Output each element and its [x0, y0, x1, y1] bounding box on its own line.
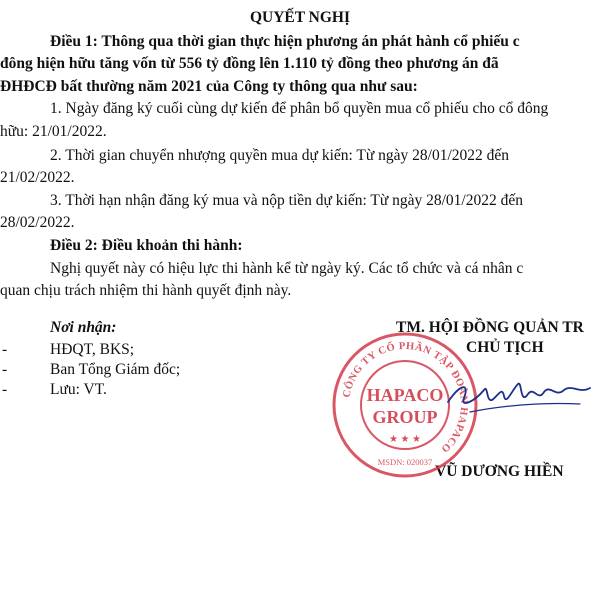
article2-heading: Điều 2: Điều khoản thi hành: — [50, 237, 243, 254]
signature-role: CHỦ TỊCH — [466, 339, 544, 356]
article1-item1-line2: hữu: 21/01/2022. — [0, 123, 107, 140]
recipient-item: Lưu: VT. — [50, 381, 107, 398]
seal-center-line1: HAPACO — [366, 385, 444, 405]
signer-name: VŨ DƯƠNG HIỀN — [435, 463, 564, 480]
article1-heading-line2: đông hiện hữu tăng vốn từ 556 tỷ đồng lên 1.110 tỷ đồng theo phương án đã — [0, 55, 499, 72]
article1-heading-line1: Điều 1: Thông qua thời gian thực hiện phương án phát hành cổ phiếu c — [50, 33, 520, 50]
article1-heading-line3: ĐHĐCĐ bất thường năm 2021 của Công ty thông qua như sau: — [0, 78, 418, 95]
article1-item1-line1: 1. Ngày đăng ký cuối cùng dự kiến để phân bổ quyền mua cổ phiếu cho cổ đông — [50, 100, 549, 117]
recipient-item: HĐQT, BKS; — [50, 341, 135, 358]
handwritten-signature — [440, 372, 600, 422]
document-title: QUYẾT NGHỊ — [249, 9, 351, 26]
article2-body-line1: Nghị quyết này có hiệu lực thi hành kể từ ngày ký. Các tổ chức và cá nhân c — [50, 260, 524, 277]
article1-item2-line2: 21/02/2022. — [0, 169, 75, 186]
recipients-label: Nơi nhận: — [50, 319, 117, 336]
article1-item3-line1: 3. Thời hạn nhận đăng ký mua và nộp tiền dự kiến: Từ ngày 28/01/2022 đến — [50, 192, 523, 209]
article1-item3-line2: 28/02/2022. — [0, 214, 75, 231]
signature-on-behalf: TM. HỘI ĐỒNG QUẢN TR — [396, 319, 584, 336]
recipient-bullet: - — [2, 361, 8, 378]
seal-msdn: MSDN: 020037 — [377, 457, 433, 467]
article2-body-line2: quan chịu trách nhiệm thi hành quyết định này. — [0, 282, 292, 299]
recipient-bullet: - — [2, 341, 8, 358]
seal-stars: ★ ★ ★ — [389, 434, 421, 445]
seal-ring-text: CÔNG TY CỔ PHẦN TẬP ĐOÀN HAPACO — [341, 340, 470, 455]
seal-center-line2: GROUP — [372, 407, 438, 427]
recipient-item: Ban Tổng Giám đốc; — [50, 361, 181, 378]
recipient-bullet: - — [2, 381, 8, 398]
article1-item2-line1: 2. Thời gian chuyển nhượng quyền mua dự kiến: Từ ngày 28/01/2022 đến — [50, 147, 510, 164]
